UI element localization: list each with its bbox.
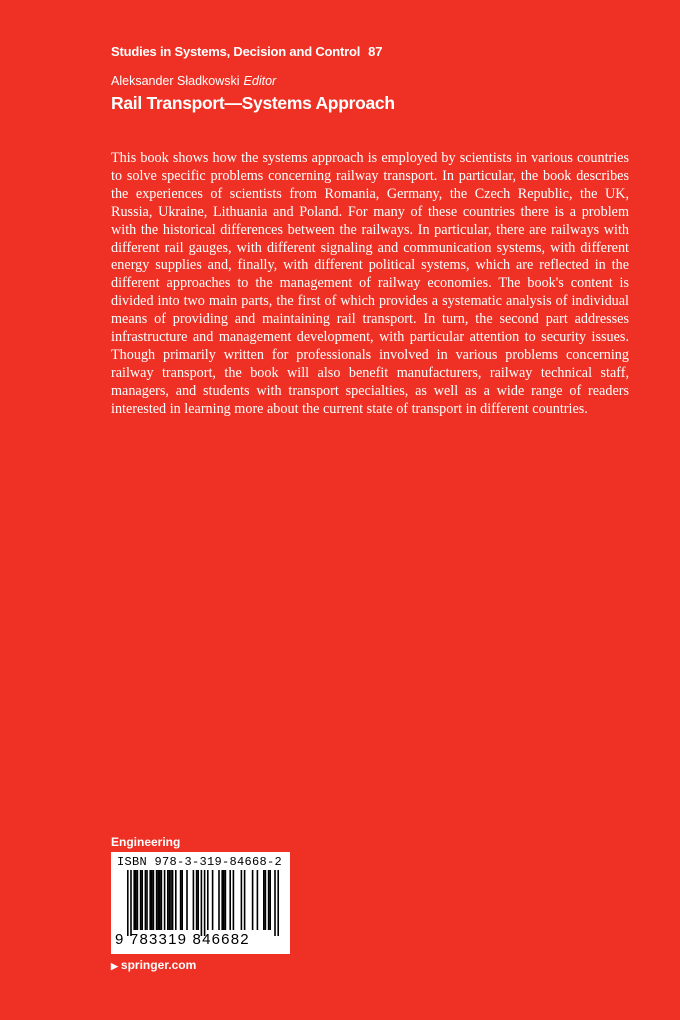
barcode-bar xyxy=(223,870,225,930)
barcode-bar xyxy=(265,870,267,930)
barcode-bar xyxy=(244,870,246,930)
barcode-bar xyxy=(225,870,227,930)
barcode-bar xyxy=(135,870,137,930)
book-description: This book shows how the systems approach is employed by scientists in various countries to solve specific problems concerning railway transport. In particular, the book describes the experiences of scientists from Romania, Germany, the Czech Republic, the UK, Russia, Ukraine, Lithuania and Poland. For many of these countries there is a problem with the historical differences between the railways. In particular, there are railways with different rail gauges, with different signaling and communication systems, with different energy supplies and, finally, with different political systems, which are reflected in the different approaches to the management of railway economies. The book's content is divided into two main parts, the first of which provides a systematic analysis of individual means of providing and maintaining rail transport. In turn, the second part addresses infrastructure and management development, with particular attention to security issues. Though primarily written for professionals involved in various problems concerning railway transport, the book will also benefit manufacturers, railway technical staff, managers, and students with transport specialties, as well as a wide range of readers interested in learning more about the current state of transport in different countries. xyxy=(111,150,629,417)
barcode-bar xyxy=(186,870,188,930)
barcode-bar xyxy=(170,870,172,930)
barcode-bar xyxy=(156,870,158,930)
barcode-bar xyxy=(257,870,259,930)
barcode-bar xyxy=(127,870,129,936)
barcode-bar xyxy=(263,870,265,930)
series-line xyxy=(111,44,382,59)
barcode-bar xyxy=(130,870,132,936)
barcode-bar xyxy=(233,870,235,930)
editor-role: Editor xyxy=(243,74,277,88)
barcode-bar xyxy=(164,870,166,930)
barcode-bar xyxy=(277,870,279,936)
barcode-bar xyxy=(204,870,206,936)
barcode-bar xyxy=(153,870,155,930)
barcode-bar xyxy=(161,870,163,930)
barcode-bar xyxy=(180,870,182,930)
publisher-site: springer.com xyxy=(120,958,197,972)
barcode-bar xyxy=(133,870,135,930)
barcode-bar xyxy=(218,870,220,930)
barcode-bar xyxy=(141,870,143,930)
barcode-bar xyxy=(159,870,161,930)
barcode-bar xyxy=(167,870,169,930)
barcode-bar xyxy=(212,870,214,930)
barcode-bar xyxy=(196,870,198,930)
barcode-bar xyxy=(146,870,148,930)
publisher-link[interactable] xyxy=(111,958,196,972)
series-name: Studies in Systems, Decision and Control xyxy=(111,44,361,59)
barcode-bar xyxy=(137,870,139,930)
barcode-bar xyxy=(172,870,174,930)
barcode-bar xyxy=(157,870,159,930)
barcode-bar xyxy=(169,870,171,930)
subject-category: Engineering xyxy=(111,835,181,849)
editor-name: Aleksander Sładkowski xyxy=(111,74,240,88)
book-title: Rail Transport—Systems Approach xyxy=(111,93,395,113)
barcode-bar xyxy=(193,870,195,930)
barcode-bar xyxy=(140,870,142,930)
barcode-bar xyxy=(197,870,199,930)
series-volume: 87 xyxy=(368,44,383,59)
barcode xyxy=(111,852,290,954)
barcode-bar xyxy=(221,870,223,930)
barcode-bar xyxy=(175,870,177,930)
barcode-bar xyxy=(269,870,271,930)
barcode-bar xyxy=(268,870,270,930)
isbn-number: ISBN 978-3-319-84668-2 xyxy=(117,855,283,869)
barcode-bar xyxy=(241,870,243,930)
barcode-bar xyxy=(274,870,276,936)
ean-digits: 9 783319 846682 xyxy=(115,931,250,948)
barcode-bar xyxy=(201,870,203,936)
barcode-bar xyxy=(181,870,183,930)
barcode-bar xyxy=(229,870,231,930)
barcode-bar xyxy=(207,870,209,930)
editor-line xyxy=(111,74,276,88)
barcode-bar xyxy=(145,870,147,930)
barcode-bar xyxy=(151,870,153,930)
barcode-bar xyxy=(252,870,254,930)
barcode-bar xyxy=(149,870,151,930)
triangle-right-icon: ▶ xyxy=(111,961,118,971)
